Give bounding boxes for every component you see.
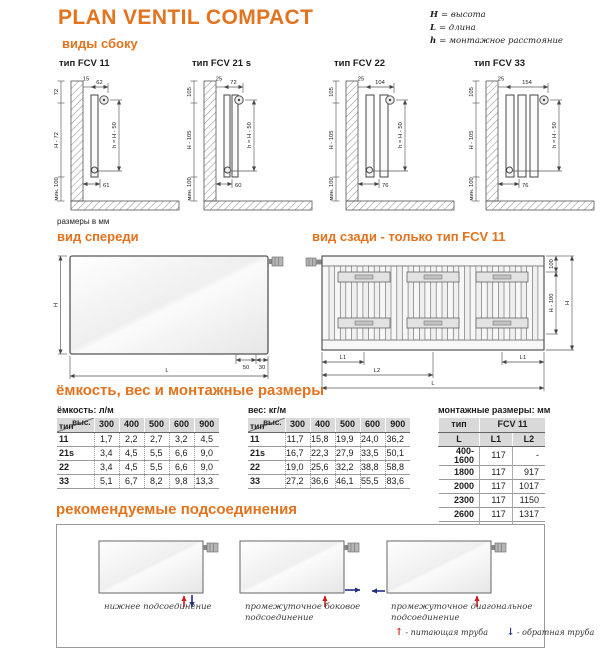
radiator-panel: [366, 95, 374, 177]
connection-diagram-side: [230, 535, 380, 611]
table-cell: 5,5: [144, 460, 169, 474]
table-cell: 50,1: [385, 446, 410, 460]
svg-text:105: 105: [187, 87, 193, 97]
table-cell: 36,6: [310, 474, 335, 488]
radiator-panel: [387, 541, 491, 593]
svg-text:h = H - 50: h = H - 50: [112, 122, 118, 148]
side-view-svg: [53, 71, 185, 223]
legend-line-l: L = длина: [430, 23, 476, 34]
floor-hatch: [71, 201, 179, 210]
table-header-row: [57, 418, 219, 432]
legend-line-hh: h = монтажное расстояние: [430, 36, 563, 47]
table-row: [439, 465, 546, 479]
svg-text:76: 76: [522, 183, 529, 189]
svg-text:L1: L1: [339, 355, 347, 361]
heading-side-views: виды сбоку: [62, 36, 138, 51]
table-cell: 11,7: [285, 432, 310, 446]
table-cell: 24,0: [360, 432, 385, 446]
svg-text:25: 25: [497, 76, 505, 83]
return-arrow-icon: ↓: [506, 627, 515, 638]
table-cell: 55,5: [360, 474, 385, 488]
row-header: 21s: [57, 446, 94, 460]
connection-label-side: промежуточное боковое подсоединение: [245, 602, 361, 624]
thermostat-valve-icon: [306, 258, 322, 266]
heading-tables: ёмкость, вес и монтажные размеры: [56, 382, 325, 399]
type-label: тип FCV 22: [334, 58, 386, 69]
wall-hatch: [346, 81, 358, 201]
front-view-svg: [50, 246, 310, 386]
column-header: 400: [119, 418, 144, 432]
rear-view-svg: [306, 246, 598, 396]
connection-diagram-bottom: [89, 535, 239, 611]
table-row: [57, 446, 219, 460]
table-cell: 27,9: [335, 446, 360, 460]
wall-hatch: [486, 81, 498, 201]
table-row: [439, 479, 546, 493]
column-header: L2: [512, 432, 545, 446]
wall-hatch: [204, 81, 216, 201]
svg-text:104: 104: [375, 80, 385, 86]
dimension-legend: [430, 9, 563, 49]
table-cell: 33,5: [360, 446, 385, 460]
connections-box: [56, 524, 595, 648]
table-corner-cell: выс. тип: [57, 418, 94, 432]
svg-text:72: 72: [230, 80, 237, 86]
svg-text:h = H - 50: h = H - 50: [398, 122, 404, 148]
table-cell: 1017: [512, 479, 545, 493]
row-header: 11: [57, 432, 94, 446]
thermostat-valve-icon: [491, 543, 506, 552]
table-cell: 32,2: [335, 460, 360, 474]
table-row: [57, 460, 219, 474]
front-view-drawing: [50, 246, 310, 386]
table-cell: 917: [512, 465, 545, 479]
row-header: 33: [57, 474, 94, 488]
connection-label-bottom: нижнее подсоединение: [104, 602, 212, 612]
pipe-legend: [395, 627, 600, 638]
table-corner-cell: выс. тип: [248, 418, 285, 432]
svg-text:мин. 100: мин. 100: [329, 177, 335, 201]
table-cell: 6,7: [119, 474, 144, 488]
row-header: 400-1600: [439, 446, 480, 465]
type-label: тип FCV 11: [59, 58, 110, 69]
table-cell: 6,6: [169, 446, 194, 460]
svg-text:H - 105: H - 105: [187, 130, 193, 150]
table-cell: 1,7: [94, 432, 119, 446]
svg-text:30: 30: [258, 365, 266, 371]
svg-text:L1: L1: [519, 355, 527, 361]
table-row: [57, 432, 219, 446]
side-view-svg: [328, 71, 460, 223]
row-header: 33: [248, 474, 285, 488]
table-cell: 36,2: [385, 432, 410, 446]
column-header: 500: [335, 418, 360, 432]
radiator-panel: [506, 95, 514, 177]
table-cell: 6,6: [169, 460, 194, 474]
table-cell: 9,0: [194, 446, 219, 460]
svg-text:100: 100: [549, 259, 555, 269]
table-cell: 4,5: [119, 446, 144, 460]
svg-text:мин. 100: мин. 100: [469, 177, 475, 201]
column-header: 600: [169, 418, 194, 432]
svg-text:H - 105: H - 105: [469, 130, 475, 150]
row-header: 22: [57, 460, 94, 474]
connection-diagram-diagonal: [369, 535, 519, 611]
side-view-тип-FCV-33: [468, 58, 600, 223]
page-title: PLAN VENTIL COMPACT: [58, 6, 314, 29]
connection-svg: [89, 535, 239, 611]
weight-table-label: вес: кг/м: [248, 405, 287, 415]
svg-text:105: 105: [469, 87, 475, 97]
svg-text:мин. 100: мин. 100: [54, 177, 60, 201]
svg-text:72: 72: [54, 88, 60, 96]
table-cell: 27,2: [285, 474, 310, 488]
table-row: [248, 474, 410, 488]
table-cell: 9,0: [194, 460, 219, 474]
row-header: 1800: [439, 465, 480, 479]
table-cell: 83,6: [385, 474, 410, 488]
connection-label-diagonal: промежуточное диагональное подсоединение: [391, 602, 533, 624]
svg-text:25: 25: [215, 76, 223, 83]
table-cell: 2,2: [119, 432, 144, 446]
column-header: L1: [480, 432, 513, 446]
heading-front-view: вид спереди: [57, 229, 139, 244]
column-header: 500: [144, 418, 169, 432]
table-cell: 19,0: [285, 460, 310, 474]
row-header: 22: [248, 460, 285, 474]
return-pipe-legend: ↓ - обратная труба: [506, 627, 595, 638]
thermostat-valve-icon: [268, 257, 283, 266]
table-row: [57, 474, 219, 488]
table-row: [248, 446, 410, 460]
table-cell: 117: [480, 446, 513, 465]
wall-hatch: [71, 81, 83, 201]
table-row: [439, 507, 546, 521]
mounting-table-label: монтажные размеры: мм: [438, 405, 551, 415]
thermostat-valve-icon: [203, 543, 218, 552]
radiator-panel: [232, 95, 238, 177]
svg-text:L: L: [165, 368, 169, 374]
type-label: тип FCV 33: [474, 58, 526, 69]
svg-text:76: 76: [382, 183, 389, 189]
heading-rear-view: вид сзади - только тип FCV 11: [312, 229, 506, 244]
type-label: тип FCV 21 s: [192, 58, 251, 69]
table-cell: 46,1: [335, 474, 360, 488]
table-header-row: [248, 418, 410, 432]
floor-hatch: [346, 201, 454, 210]
legend-line-h: H = высота: [430, 10, 486, 20]
drain-plug-icon: [92, 167, 98, 173]
radiator-panel: [224, 95, 230, 177]
floor-hatch: [486, 201, 594, 210]
table-cell: 117: [480, 493, 513, 507]
svg-text:h = H - 50: h = H - 50: [552, 122, 558, 148]
drain-plug-icon: [507, 167, 513, 173]
side-view-svg: [186, 71, 318, 223]
radiator-panel: [530, 95, 538, 177]
svg-text:61: 61: [103, 183, 110, 189]
type-header: тип: [439, 418, 480, 432]
svg-text:50: 50: [242, 365, 250, 371]
table-cell: 5,1: [94, 474, 119, 488]
radiator-panel: [91, 95, 98, 177]
svg-text:60: 60: [235, 183, 242, 189]
table-row: [248, 432, 410, 446]
table-cell: 117: [480, 465, 513, 479]
model-header: FCV 11: [480, 418, 546, 432]
svg-text:H: H: [565, 300, 571, 306]
row-header: 11: [248, 432, 285, 446]
units-note: размеры в мм: [57, 217, 110, 226]
svg-text:62: 62: [96, 80, 103, 86]
table-cell: 2,7: [144, 432, 169, 446]
row-header: 2300: [439, 493, 480, 507]
heading-connections: рекомендуемые подсоединения: [56, 501, 298, 518]
table-cell: 19,9: [335, 432, 360, 446]
table-cell: 4,5: [119, 460, 144, 474]
svg-text:15: 15: [82, 76, 90, 83]
column-header: 300: [94, 418, 119, 432]
table-row: [248, 460, 410, 474]
radiator-front-panel: [70, 256, 268, 354]
thermostat-valve-icon: [344, 543, 359, 552]
table-cell: 15,8: [310, 432, 335, 446]
table-cell: 3,4: [94, 460, 119, 474]
column-header: 900: [385, 418, 410, 432]
table-row: [439, 493, 546, 507]
svg-text:L: L: [431, 381, 435, 387]
table-cell: 1317: [512, 507, 545, 521]
column-header: 600: [360, 418, 385, 432]
svg-text:мин. 100: мин. 100: [187, 177, 193, 201]
table-cell: 13,3: [194, 474, 219, 488]
drain-plug-icon: [225, 167, 231, 173]
radiator-panel: [518, 95, 526, 177]
svg-text:25: 25: [357, 76, 365, 83]
svg-text:105: 105: [329, 87, 335, 97]
supply-arrow-icon: ↑: [395, 627, 404, 638]
table-cell: 4,5: [194, 432, 219, 446]
side-view-svg: [468, 71, 600, 223]
svg-text:H - 105: H - 105: [329, 130, 335, 150]
connection-svg: [369, 535, 519, 611]
svg-text:154: 154: [522, 80, 532, 86]
floor-hatch: [204, 201, 312, 210]
table-subheader-row: [439, 432, 546, 446]
svg-text:h = H - 50: h = H - 50: [247, 122, 253, 148]
table-cell: 3,2: [169, 432, 194, 446]
table-cell: 117: [480, 479, 513, 493]
row-header: 2000: [439, 479, 480, 493]
drain-plug-icon: [367, 167, 373, 173]
table-cell: 58,8: [385, 460, 410, 474]
capacity-table: [57, 418, 219, 489]
table-cell: 38,8: [360, 460, 385, 474]
table-cell: 117: [480, 507, 513, 521]
table-cell: 25,6: [310, 460, 335, 474]
column-header: L: [439, 432, 480, 446]
column-header: 900: [194, 418, 219, 432]
svg-text:H - 72: H - 72: [54, 132, 60, 148]
table-cell: 5,5: [144, 446, 169, 460]
side-view-тип-FCV-22: [328, 58, 460, 223]
column-header: 300: [285, 418, 310, 432]
radiator-panel: [240, 541, 344, 593]
weight-table: [248, 418, 410, 489]
capacity-table-label: ёмкость: л/м: [57, 405, 114, 415]
table-cell: 9,8: [169, 474, 194, 488]
row-header: 21s: [248, 446, 285, 460]
side-view-тип-FCV-11: [53, 58, 185, 223]
svg-text:H: H: [53, 302, 60, 308]
supply-pipe-legend: ↑ - питающая труба: [395, 627, 488, 638]
mounting-table: [438, 418, 545, 536]
side-view-тип-FCV-21-s: [186, 58, 318, 223]
column-header: 400: [310, 418, 335, 432]
table-cell: -: [512, 446, 545, 465]
table-cell: 3,4: [94, 446, 119, 460]
table-row: [439, 446, 546, 465]
connection-svg: [230, 535, 380, 611]
radiator-panel: [99, 541, 203, 593]
svg-text:H - 100: H - 100: [549, 293, 555, 313]
rear-view-drawing: [306, 246, 598, 396]
table-cell: 16,7: [285, 446, 310, 460]
svg-text:L2: L2: [373, 368, 381, 374]
table-cell: 22,3: [310, 446, 335, 460]
row-header: 2600: [439, 507, 480, 521]
radiator-panel: [380, 95, 388, 177]
table-cell: 1150: [512, 493, 545, 507]
table-cell: 8,2: [144, 474, 169, 488]
table-header-row: [439, 418, 546, 432]
